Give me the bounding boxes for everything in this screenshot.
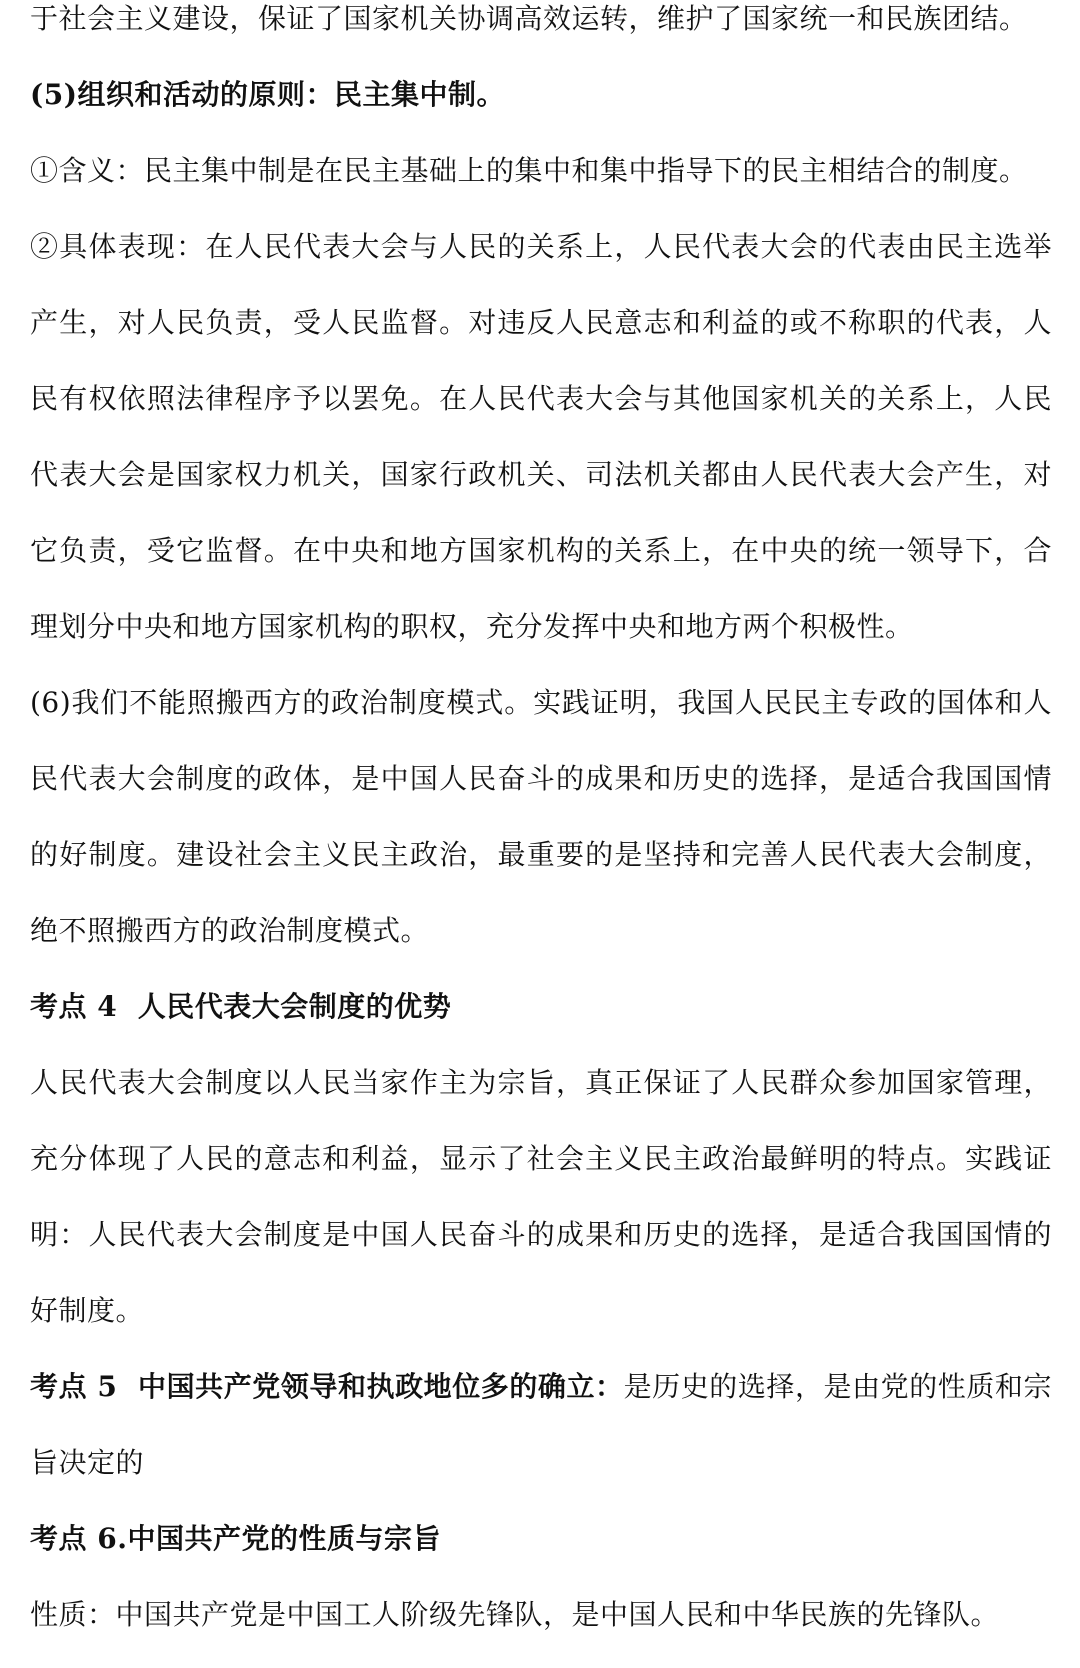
point-5-heading: 考点 5 中国共产党领导和执政地位多的确立： xyxy=(30,1370,624,1403)
point-4-paragraph: 人民代表大会制度以人民当家作主为宗旨，真正保证了人民群众参加国家管理，充分体现了人民的意志和利益，显示了社会主义民主政治最鲜明的特点。实践证明：人民代表大会制度是中国人民奋斗的成果和历史的选择，是适合我国国情的好制度。 xyxy=(30,1066,1052,1327)
manifestation-paragraph: ②具体表现：在人民代表大会与人民的关系上，人民代表大会的代表由民主选举产生，对人民负责，受人民监督。对违反人民意志和利益的或不称职的代表，人民有权依照法律程序予以罢免。在人民代表大会与其他国家机关的关系上，人民代表大会是国家权力机关，国家行政机关、司法机关都由人民代表大会产生，对它负责，受它监督。在中央和地方国家机构的关系上，在中央的统一领导下，合理划分中央和地方国家机构的职权，充分发挥中央和地方两个积极性。 xyxy=(30,230,1052,643)
definition-paragraph: ①含义：民主集中制是在民主基础上的集中和集中指导下的民主相结合的制度。 xyxy=(30,154,1028,187)
text-line: 于社会主义建设，保证了国家机关协调高效运转，维护了国家统一和民族团结。 xyxy=(30,2,1028,35)
section-6-paragraph: (6)我们不能照搬西方的政治制度模式。实践证明，我国人民民主专政的国体和人民代表大会制度的政体，是中国人民奋斗的成果和历史的选择，是适合我国国情的好制度。建设社会主义民主政治，最重要的是坚持和完善人民代表大会制度，绝不照搬西方的政治制度模式。 xyxy=(30,686,1052,947)
point-4-heading: 考点 4 人民代表大会制度的优势 xyxy=(30,990,452,1023)
section-heading-5: (5)组织和活动的原则：民主集中制。 xyxy=(30,78,505,111)
point-5-paragraph xyxy=(30,1349,1052,1501)
point-6-heading: 考点 6.中国共产党的性质与宗旨 xyxy=(30,1522,441,1555)
point-5-body: 是历史的选择，是由党的性质和宗旨决定的 xyxy=(30,1370,1052,1479)
nature-line: 性质：中国共产党是中国工人阶级先锋队，是中国人民和中华民族的先锋队。 xyxy=(30,1598,1000,1631)
